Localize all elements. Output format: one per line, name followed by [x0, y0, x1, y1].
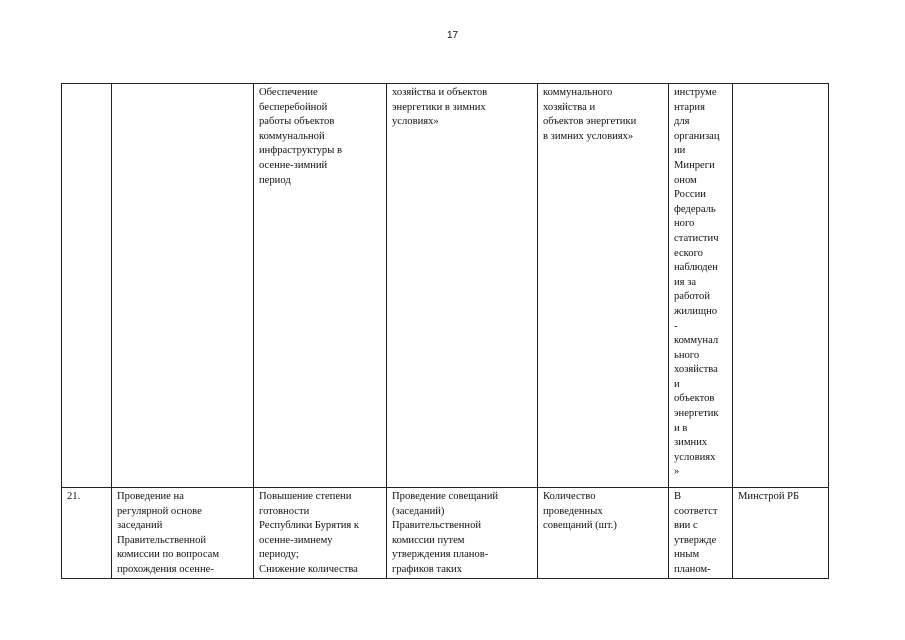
- table-row: [62, 84, 829, 488]
- cell-deadline: инструме нтария для организац ии Минреги оном России федераль ного статистич еского наблюден ия за работой жилищно - коммунал ьного хозяйства и объектов энергетик и в зимних условиях »: [669, 84, 733, 488]
- table-row: [62, 488, 829, 579]
- cell-task: Проведение совещаний (заседаний) Правительственной комиссии путем утверждения планов- графиков таких: [387, 488, 538, 579]
- cell-event: [112, 84, 254, 488]
- cell-responsible: [733, 84, 829, 488]
- cell-task: хозяйства и объектов энергетики в зимних условиях»: [387, 84, 538, 488]
- cell-indicator: Количество проведенных совещаний (шт.): [538, 488, 669, 579]
- cell-event: Проведение на регулярной основе заседаний Правительственной комиссии по вопросам прохождения осенне-: [112, 488, 254, 579]
- cell-goal: Повышение степени готовности Республики Бурятия к осенне-зимнему периоду; Снижение количества: [254, 488, 387, 579]
- plan-table: [61, 83, 829, 579]
- cell-responsible: Минстрой РБ: [733, 488, 829, 579]
- cell-number: [62, 84, 112, 488]
- cell-indicator: коммунального хозяйства и объектов энергетики в зимних условиях»: [538, 84, 669, 488]
- page-number: 17: [446, 30, 459, 41]
- cell-deadline: В соответст вии с утвержде нным планом-: [669, 488, 733, 579]
- cell-number: 21.: [62, 488, 112, 579]
- cell-goal: Обеспечение бесперебойной работы объектов коммунальной инфраструктуры в осенне-зимний период: [254, 84, 387, 488]
